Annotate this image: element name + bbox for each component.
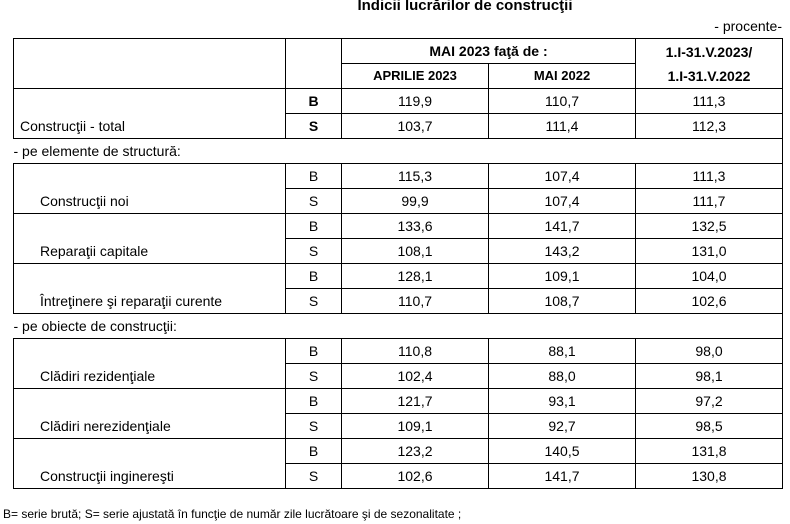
header-group: MAI 2023 faţă de : [342, 39, 636, 64]
table-row [14, 439, 783, 464]
value-cell: 92,7 [489, 414, 636, 439]
value-cell: 93,1 [489, 389, 636, 414]
value-cell: 102,6 [342, 464, 489, 489]
value-cell: 98,1 [636, 364, 783, 389]
value-cell: 98,0 [636, 339, 783, 364]
value-cell: 97,2 [636, 389, 783, 414]
row-label: Construcţii inginereşti [14, 439, 286, 489]
value-cell: 128,1 [342, 264, 489, 289]
series-code: B [286, 389, 342, 414]
value-cell: 131,0 [636, 239, 783, 264]
value-cell: 103,7 [342, 114, 489, 139]
section-structure: - pe elemente de structură: [14, 139, 636, 164]
value-cell: 112,3 [636, 114, 783, 139]
series-code: B [286, 339, 342, 364]
table-row [14, 339, 783, 364]
value-cell: 107,4 [489, 189, 636, 214]
value-cell: 99,9 [342, 189, 489, 214]
series-code: B [286, 264, 342, 289]
value-cell: 121,7 [342, 389, 489, 414]
value-cell: 141,7 [489, 464, 636, 489]
value-cell: 119,9 [342, 89, 489, 114]
header-cumulative [636, 39, 783, 89]
value-cell: 108,1 [342, 239, 489, 264]
value-cell: 141,7 [489, 214, 636, 239]
footnote: B= serie brută; S= serie ajustată în funcţie de număr zile lucrătoare şi de sezonalitate ; [3, 507, 462, 521]
series-code: S [286, 464, 342, 489]
value-cell: 133,6 [342, 214, 489, 239]
value-cell: 108,7 [489, 289, 636, 314]
header-cumulative-line1: 1.I-31.V.2023/ [665, 43, 753, 60]
value-cell: 130,8 [636, 464, 783, 489]
table-row [14, 389, 783, 414]
value-cell: 88,1 [489, 339, 636, 364]
table-row [14, 164, 783, 189]
value-cell: 104,0 [636, 264, 783, 289]
section-row [14, 139, 783, 164]
series-code: S [286, 414, 342, 439]
value-cell: 102,4 [342, 364, 489, 389]
header-may: MAI 2022 [489, 64, 636, 89]
value-cell: 110,8 [342, 339, 489, 364]
series-code: B [286, 439, 342, 464]
value-cell: 115,3 [342, 164, 489, 189]
series-code: S [286, 364, 342, 389]
series-code: S [286, 114, 342, 139]
value-cell: 131,8 [636, 439, 783, 464]
series-code: S [286, 239, 342, 264]
value-cell: 109,1 [489, 264, 636, 289]
value-cell: 102,6 [636, 289, 783, 314]
row-label: Reparaţii capitale [14, 214, 286, 264]
series-code: B [286, 164, 342, 189]
value-cell: 123,2 [342, 439, 489, 464]
table-row [14, 264, 783, 289]
value-cell: 111,3 [636, 89, 783, 114]
units-label: - procente- [714, 18, 782, 34]
value-cell: 98,5 [636, 414, 783, 439]
header-blank-code [286, 39, 342, 89]
table-row [14, 89, 783, 114]
value-cell: 111,4 [489, 114, 636, 139]
header-april: APRILIE 2023 [342, 64, 489, 89]
row-label: Clădiri nerezidenţiale [14, 389, 286, 439]
row-label: Construcţii - total [14, 89, 286, 139]
row-label: Construcţii noi [14, 164, 286, 214]
value-cell: 109,1 [342, 414, 489, 439]
value-cell: 140,5 [489, 439, 636, 464]
value-cell: 110,7 [342, 289, 489, 314]
value-cell: 107,4 [489, 164, 636, 189]
series-code: S [286, 289, 342, 314]
value-cell: 143,2 [489, 239, 636, 264]
construction-indices-table [13, 38, 783, 489]
header-blank-label [14, 39, 286, 89]
value-cell: 111,3 [636, 164, 783, 189]
table-row [14, 214, 783, 239]
value-cell: 132,5 [636, 214, 783, 239]
header-cumulative-line2: 1.I-31.V.2022 [667, 67, 751, 84]
series-code: S [286, 189, 342, 214]
table-title: Indicii lucrărilor de construcţii [357, 0, 573, 14]
value-cell: 88,0 [489, 364, 636, 389]
series-code: B [286, 214, 342, 239]
value-cell: 111,7 [636, 189, 783, 214]
series-code: B [286, 89, 342, 114]
row-label: Clădiri rezidenţiale [14, 339, 286, 389]
value-cell: 110,7 [489, 89, 636, 114]
section-blank [636, 314, 783, 339]
section-objects: - pe obiecte de construcţii: [14, 314, 636, 339]
row-label: Întreţinere şi reparaţii curente [14, 264, 286, 314]
section-blank [636, 139, 783, 164]
section-row [14, 314, 783, 339]
